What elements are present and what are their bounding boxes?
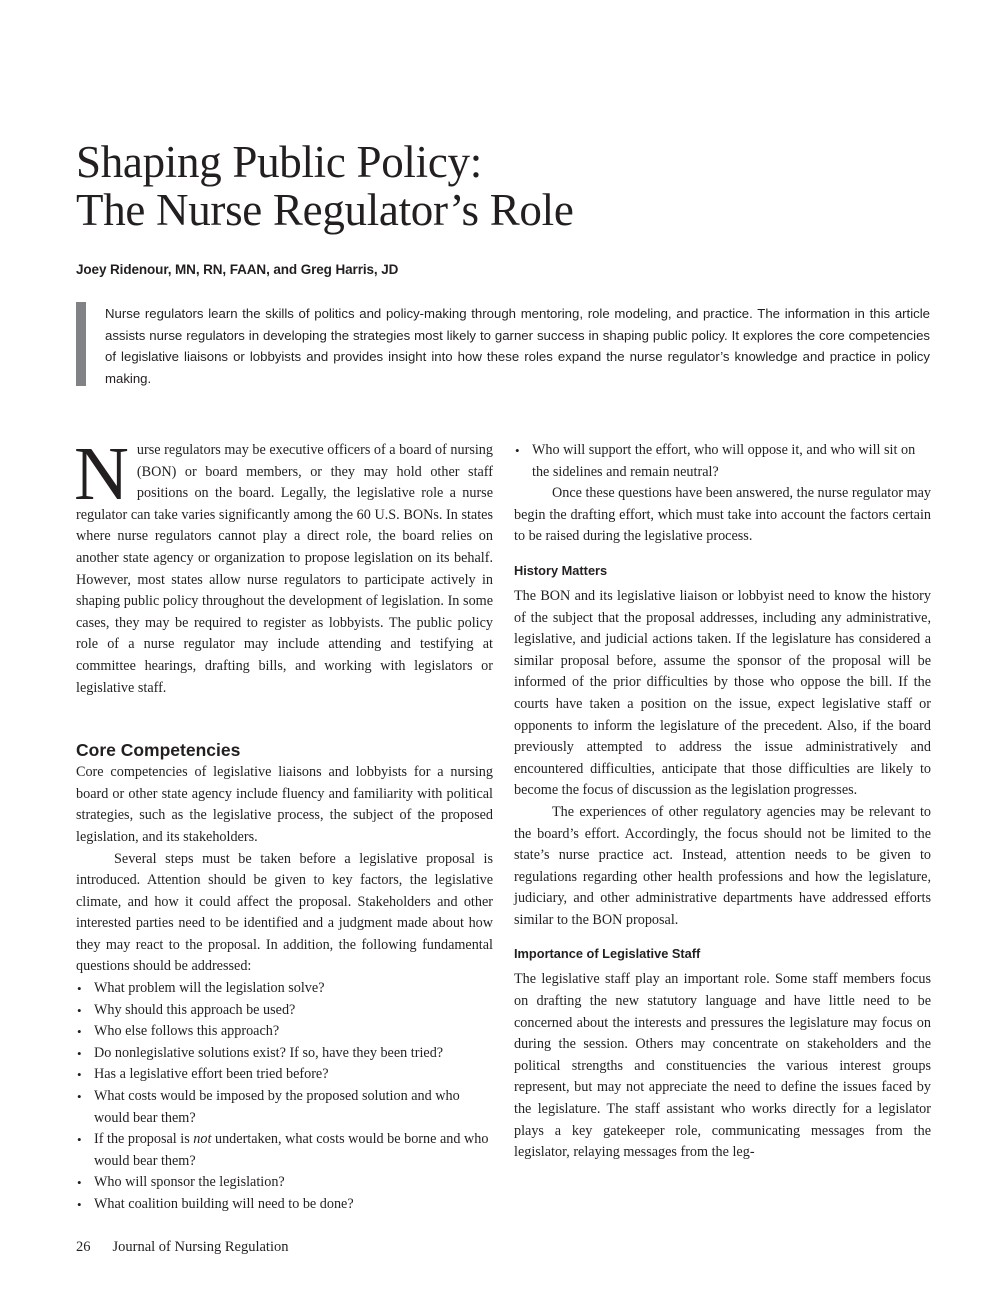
list-item: • What coalition building will need to be done? bbox=[76, 1194, 493, 1216]
list-item: • What costs would be imposed by the proposed solution and who would bear them? bbox=[76, 1086, 493, 1129]
journal-name: Journal of Nursing Regulation bbox=[112, 1239, 289, 1255]
title-line-1: Shaping Public Policy: bbox=[76, 137, 482, 187]
section-heading-core-competencies: Core Competencies bbox=[76, 740, 241, 761]
list-item: • What problem will the legislation solve? bbox=[76, 978, 493, 1000]
author-byline: Joey Ridenour, MN, RN, FAAN, and Greg Harris, JD bbox=[76, 262, 399, 277]
abstract-accent-bar bbox=[76, 302, 86, 386]
list-item: • Who else follows this approach? bbox=[76, 1021, 493, 1043]
drafting-paragraph: Once these questions have been answered, the nurse regulator may begin the drafting effort, which must take into account the factors certain to be raised during the legislative process. bbox=[514, 485, 931, 545]
title-line-2: The Nurse Regulator’s Role bbox=[76, 185, 574, 235]
staff-paragraph-1: The legislative staff play an important role. Some staff members focus on drafting the new statutory language and have little need to be concerned about the interests and pressures the legislature may focus on during the session. Others may concentrate on stakeholders and the political strengths and constituencies the various interest groups represent, but may not appreciate the need to define the issues faced by the legislature. The staff assistant who works directly for a legislator plays a key gatekeeper role, communicating messages from the legislator, relaying messages from the leg- bbox=[514, 971, 931, 1161]
core-paragraph-2: Several steps must be taken before a legislative proposal is introduced. Attention should be given to key factors, the legislative climate, and how it could affect the proposal. Stakeholders and other interested parties need to be identified and a judgment made about how they may react to the proposal. In addition, the following fundamental questions should be addressed: bbox=[76, 850, 493, 975]
list-item-emphasis: not bbox=[193, 1131, 212, 1148]
intro-text: urse regulators may be executive officers of a board of nursing (BON) or board members, or they may hold other staff positions on the board. Legally, the legislative role a nurse regulator can take varies significantly among the 60 U.S. BONs. In states where nurse regulators cannot play a direct role, the board relies on another state agency or organization to propose legislation on its behalf. However, most states allow nurse regulators to participate actively in shaping public policy throughout the development of legislation. In some cases, they may be required to register as lobbyists. The public policy role of a nurse regulator may include attending and testifying at committee hearings, drafting bills, and working with legislators or legislative staff. bbox=[76, 442, 493, 696]
list-item-text-post: undertaken, what costs would be borne and who would bear them? bbox=[94, 1131, 489, 1169]
list-item bbox=[76, 1129, 493, 1172]
list-item-text-pre: If the proposal is bbox=[94, 1131, 194, 1148]
page-number: 26 bbox=[76, 1239, 91, 1255]
core-paragraph-1: Core competencies of legislative liaisons and lobbyists for a nursing board or other state agency include fluency and familiarity with political strategies, such as the legislative process, the subject of the proposed legislation, and its stakeholders. bbox=[76, 764, 493, 845]
questions-list bbox=[76, 978, 493, 1216]
list-item: • Who will support the effort, who will oppose it, and who will sit on the sidelines and remain neutral? bbox=[514, 440, 931, 483]
history-paragraph-2: The experiences of other regulatory agencies may be relevant to the board’s effort. Accordingly, the focus should not be limited to the state’s nurse practice act. Instead, attention needs to be given to regulations regarding other health professions and how the legislature, judiciary, and other administrative departments have addressed efforts similar to the BON proposal. bbox=[514, 803, 931, 928]
questions-list-continued bbox=[514, 440, 931, 483]
list-item: • Why should this approach be used? bbox=[76, 1000, 493, 1022]
left-column bbox=[74, 432, 493, 1216]
intro-paragraph bbox=[74, 432, 493, 699]
drop-cap: N bbox=[74, 432, 129, 516]
article-title bbox=[76, 138, 956, 234]
list-item: • Has a legislative effort been tried before? bbox=[76, 1064, 493, 1086]
page-footer bbox=[76, 1239, 289, 1256]
right-column bbox=[514, 440, 931, 1164]
list-item: • Who will sponsor the legislation? bbox=[76, 1172, 493, 1194]
list-item: • Do nonlegislative solutions exist? If so, have they been tried? bbox=[76, 1043, 493, 1065]
subheading-legislative-staff: Importance of Legislative Staff bbox=[514, 946, 701, 962]
abstract-text: Nurse regulators learn the skills of politics and policy-making through mentoring, role modeling, and practice. The information in this article assists nurse regulators in developing the strategies most likely to garner success in shaping public policy. It explores the core competencies of legislative liaisons or lobbyists and provides insight into how these roles expand the nurse regulator’s knowledge and practice in policy making. bbox=[105, 306, 930, 386]
subheading-history-matters: History Matters bbox=[514, 562, 608, 578]
history-paragraph-1: The BON and its legislative liaison or lobbyist need to know the history of the subject that the proposal addresses, including any administrative, legislative, and judicial actions taken. If the legislature has considered a similar proposal before, assume the sponsor of the proposal will be informed of the prior difficulties by those who oppose the bill. If the courts have taken a position on the issue, expect legislative staff or opponents to inform the legislature of the precedent. Also, if the board previously attempted to address the issue administratively and encountered difficulties, anticipate that those difficulties are likely to become the focus of discussion as the legislation progresses. bbox=[514, 587, 931, 799]
